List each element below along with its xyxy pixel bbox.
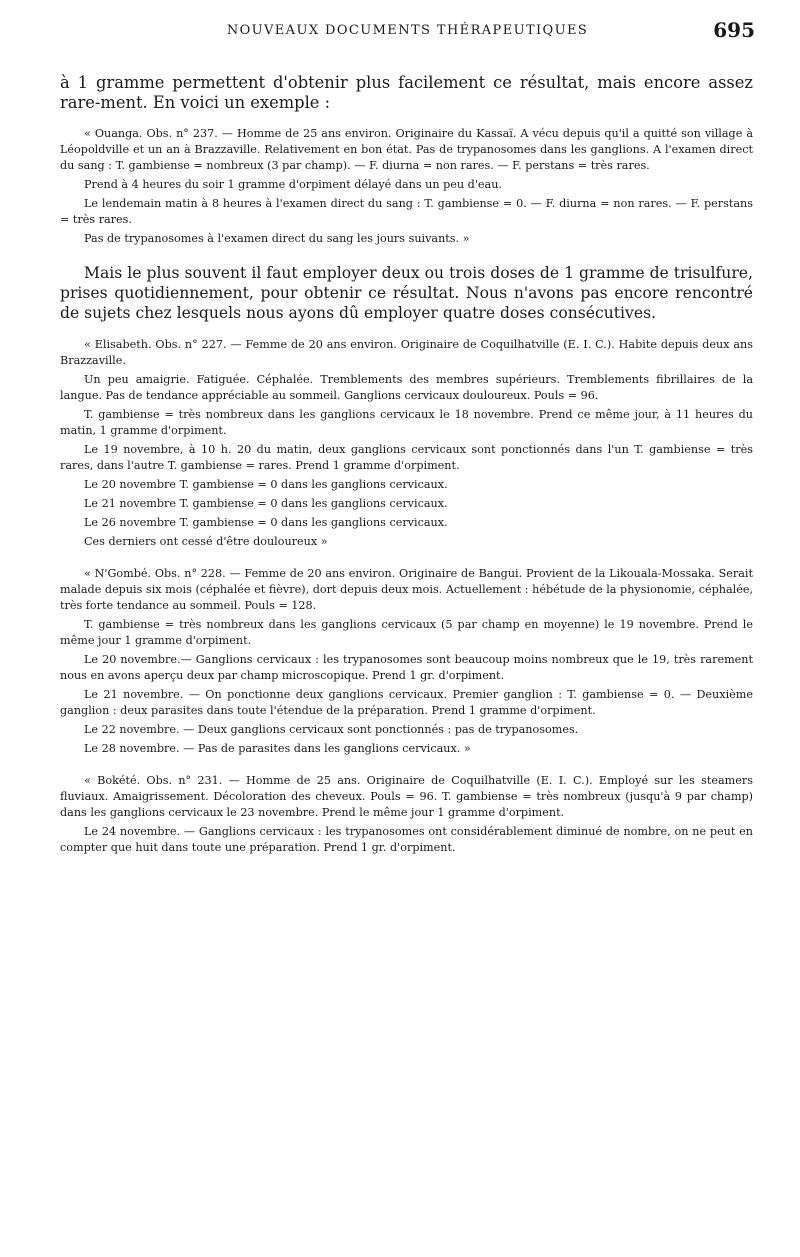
case-elisabeth <box>60 337 753 550</box>
case-paragraph: Le 20 novembre T. gambiense = 0 dans les ganglions cervicaux. <box>84 478 448 491</box>
intro-paragraph: à 1 gramme permettent d'obtenir plus facilement ce résultat, mais encore assez rare-ment. En voici un exemple : <box>60 73 753 112</box>
case-ouanga <box>60 126 753 247</box>
case-paragraph: T. gambiense = très nombreux dans les ganglions cervicaux le 18 novembre. Prend ce même jour, à 11 heures du matin, 1 gramme d'orpiment. <box>60 408 753 437</box>
case-paragraph: « N'Gombé. Obs. n° 228. — Femme de 20 ans environ. Originaire de Bangui. Provient de la Likouala-Mossaka. Serait malade depuis six mois (céphalée et fièvre), dort depuis deux mois. Actuellement : hébétude de la physionomie, céphalée, très forte tendance au sommeil. Pouls = 128. <box>60 567 753 612</box>
case-bokete <box>60 773 753 856</box>
case-paragraph: Le 20 novembre.— Ganglions cervicaux : les trypanosomes sont beaucoup moins nombreux que le 19, très rarement nous en avons aperçu deux par champ microscopique. Prend 1 gr. d'orpiment. <box>60 653 753 682</box>
case-paragraph: Le 26 novembre T. gambiense = 0 dans les ganglions cervicaux. <box>84 516 448 529</box>
case-paragraph: « Ouanga. Obs. n° 237. — Homme de 25 ans environ. Originaire du Kassaï. A vécu depuis qu'il a quitté son village à Léopoldville et un an à Brazzaville. Relativement en bon état. Pas de trypanosomes dans les ganglions. A l'examen direct du sang : T. gambiense = nombreux (3 par champ). — F. diurna = non rares. — F. perstans = très rares. <box>60 127 753 172</box>
page-number: 695 <box>713 18 755 42</box>
case-paragraph: Le 21 novembre. — On ponctionne deux ganglions cervicaux. Premier ganglion : T. gambiense = 0. — Deuxième ganglion : deux parasites dans toute l'étendue de la préparation. Prend 1 gramme d'orpiment. <box>60 688 753 717</box>
case-paragraph: Pas de trypanosomes à l'examen direct du sang les jours suivants. » <box>84 232 470 245</box>
middle-paragraph: Mais le plus souvent il faut employer deux ou trois doses de 1 gramme de trisulfure, prises quotidiennement, pour obtenir ce résultat. Nous n'avons pas encore rencontré de sujets chez lesquels nous ayons dû employer quatre doses consécutives. <box>60 264 753 322</box>
case-ngombe <box>60 566 753 757</box>
case-paragraph: Ces derniers ont cessé d'être douloureux » <box>84 535 328 548</box>
case-paragraph: « Bokété. Obs. n° 231. — Homme de 25 ans. Originaire de Coquilhatville (E. I. C.). Employé sur les steamers fluviaux. Amaigrissement. Décoloration des cheveux. Pouls = 96. T. gambiense = très nombreux (jusqu'à 9 par champ) dans les ganglions cervicaux le 23 novembre. Prend le même jour 1 gramme d'orpiment. <box>60 774 753 819</box>
case-paragraph: Le 22 novembre. — Deux ganglions cervicaux sont ponctionnés : pas de trypanosomes. <box>84 723 579 736</box>
running-title: NOUVEAUX DOCUMENTS THÉRAPEUTIQUES <box>226 23 589 38</box>
case-paragraph: Le 28 novembre. — Pas de parasites dans les ganglions cervicaux. » <box>84 742 471 755</box>
case-paragraph: « Elisabeth. Obs. n° 227. — Femme de 20 ans environ. Originaire de Coquilhatville (E. I. C.). Habite depuis deux ans Brazzaville. <box>60 338 753 367</box>
case-paragraph: Le lendemain matin à 8 heures à l'examen direct du sang : T. gambiense = 0. — F. diurna = non rares. — F. perstans = très rares. <box>60 197 753 226</box>
case-paragraph: Le 24 novembre. — Ganglions cervicaux : les trypanosomes ont considérablement diminué de nombre, on ne peut en compter que huit dans toute une préparation. Prend 1 gr. d'orpiment. <box>60 825 753 854</box>
case-paragraph: Le 21 novembre T. gambiense = 0 dans les ganglions cervicaux. <box>84 497 448 510</box>
case-paragraph: Le 19 novembre, à 10 h. 20 du matin, deux ganglions cervicaux sont ponctionnés dans l'un T. gambiense = très rares, dans l'autre T. gambiense = rares. Prend 1 gramme d'orpiment. <box>60 443 753 472</box>
case-paragraph: Prend à 4 heures du soir 1 gramme d'orpiment délayé dans un peu d'eau. <box>84 178 502 191</box>
body-text <box>60 73 753 859</box>
case-paragraph: Un peu amaigrie. Fatiguée. Céphalée. Tremblements des membres supérieurs. Tremblements fibrillaires de la langue. Pas de tendance appréciable au sommeil. Ganglions cervicaux douloureux. Pouls = 96. <box>60 373 753 402</box>
running-header <box>60 20 755 48</box>
case-paragraph: T. gambiense = très nombreux dans les ganglions cervicaux (5 par champ en moyenne) le 19 novembre. Prend le même jour 1 gramme d'orpiment. <box>60 618 753 647</box>
